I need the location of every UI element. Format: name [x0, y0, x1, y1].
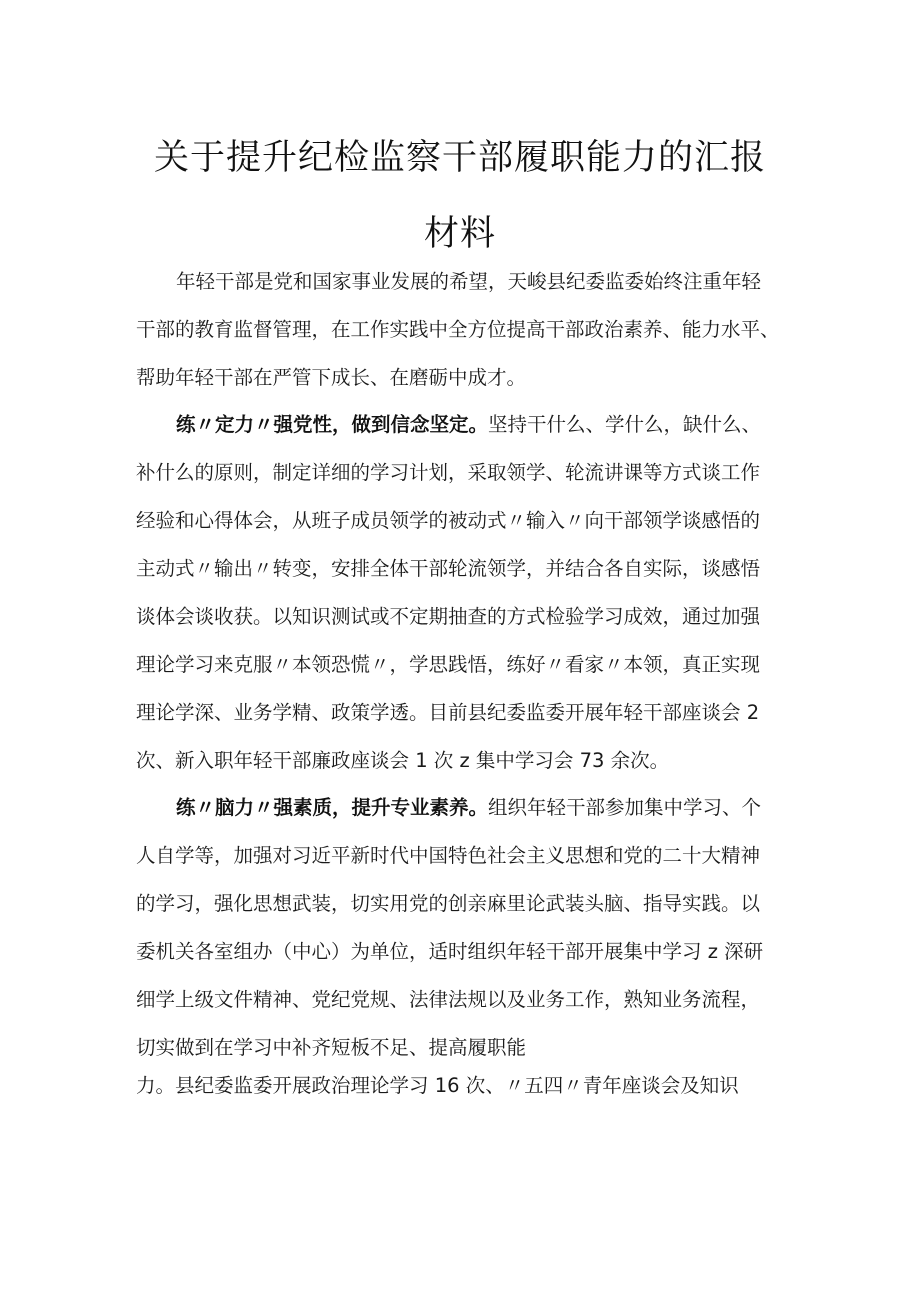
body-line: 补什么的原则，制定详细的学习计划，采取领学、轮流讲课等方式谈工作	[136, 461, 761, 484]
body-line: 理论学习来克服〃本领恐慌〃，学思践悟，练好〃看家〃本领，真正实现	[136, 653, 761, 676]
paragraph-heading: 练〃脑力〃强素质，提升专业素养。	[176, 796, 489, 819]
body-line: 力。县纪委监委开展政治理论学习 16 次、〃五四〃青年座谈会及知识	[136, 1074, 739, 1097]
body-line: 主动式〃输出〃转变，安排全体干部轮流领学，并结合各自实际，谈感悟	[136, 557, 761, 580]
body-line-with-heading	[176, 411, 761, 439]
body-line: 的学习，强化思想武装，切实用党的创亲麻里论武装头脑、指导实践。以	[136, 892, 761, 915]
body-line: 干部的教育监督管理，在工作实践中全方位提高干部政治素养、能力水平、	[136, 318, 780, 341]
body-line: 理论学深、业务学精、政策学透。目前县纪委监委开展年轻干部座谈会 2	[136, 701, 760, 724]
body-line: 切实做到在学习中补齐短板不足、提高履职能	[136, 1036, 527, 1059]
body-line: 次、新入职年轻干部廉政座谈会 1 次 z 集中学习会 73 余次。	[136, 749, 670, 772]
body-line: 经验和心得体会，从班子成员领学的被动式〃输入〃向干部领学谈感悟的	[136, 509, 761, 532]
body-line: 年轻干部是党和国家事业发展的希望，天峻县纪委监委始终注重年轻	[176, 270, 762, 293]
body-line: 谈体会谈收获。以知识测试或不定期抽查的方式检验学习成效，通过加强	[136, 605, 761, 628]
body-line: 人自学等，加强对习近平新时代中国特色社会主义思想和党的二十大精神	[136, 844, 761, 867]
paragraph-text: 组织年轻干部参加集中学习、个	[488, 796, 762, 819]
paragraph-text: 坚持干什么、学什么，缺什么、	[488, 413, 762, 436]
body-line-with-heading	[176, 794, 761, 822]
body-line: 细学上级文件精神、党纪党规、法律法规以及业务工作，熟知业务流程，	[136, 988, 761, 1011]
paragraph-heading: 练〃定力〃强党性，做到信念坚定。	[176, 413, 489, 436]
document-title-line-2: 材料	[423, 214, 496, 254]
body-line: 委机关各室组办（中心）为单位，适时组织年轻干部开展集中学习 z 深研	[136, 940, 764, 963]
body-line: 帮助年轻干部在严管下成长、在磨砺中成才。	[136, 366, 527, 389]
document-title-line-1: 关于提升纪检监察干部履职能力的汇报	[153, 138, 766, 178]
